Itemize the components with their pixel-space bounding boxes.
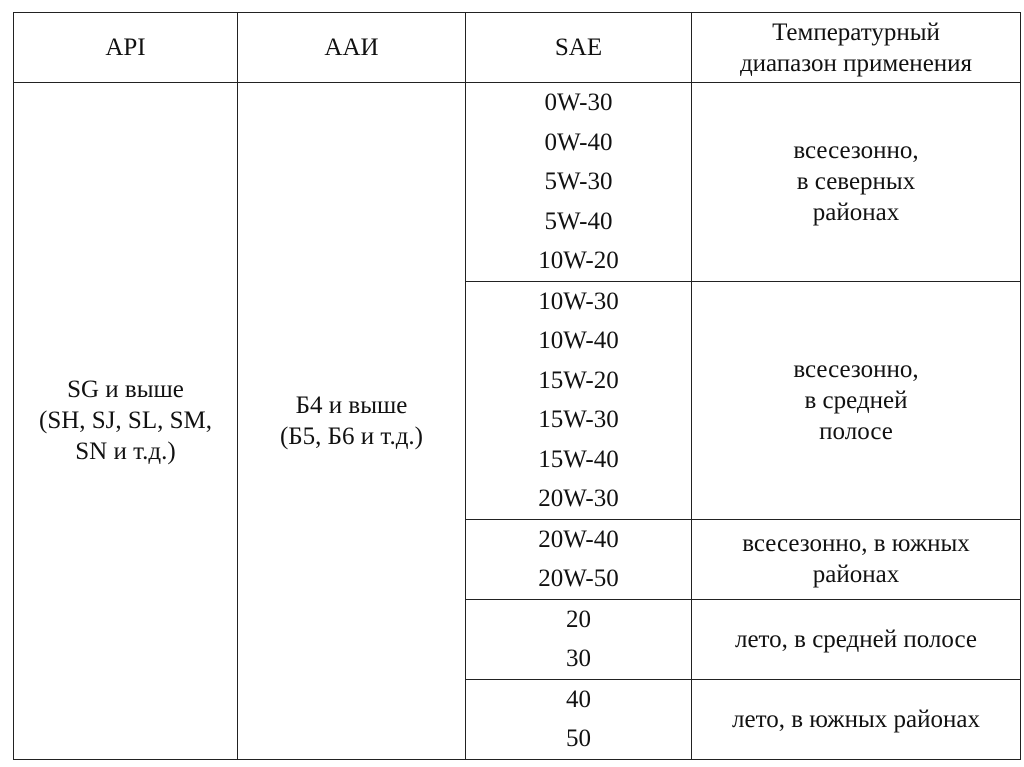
temp-range-cell-group-3 bbox=[692, 519, 1021, 599]
sae-grade: 20W-30 bbox=[538, 485, 619, 512]
header-temp-line2: диапазон применения bbox=[739, 49, 973, 77]
aai-class-line2: (Б5, Б6 и т.д.) bbox=[279, 422, 423, 450]
temp-range-line: полосе bbox=[819, 417, 893, 445]
api-class-line3: SN и т.д.) bbox=[75, 438, 176, 466]
api-class-line2: (SH, SJ, SL, SM, bbox=[39, 407, 212, 435]
header-aai: ААИ bbox=[238, 13, 466, 83]
temp-range-line: всесезонно, bbox=[793, 355, 919, 383]
sae-grade: 20W-50 bbox=[538, 565, 619, 592]
temp-range-line: в средней bbox=[804, 386, 908, 414]
aai-class-line1: Б4 и выше bbox=[295, 391, 408, 419]
sae-grade: 20W-40 bbox=[538, 525, 619, 553]
temp-range-cell-group-2 bbox=[692, 281, 1021, 519]
temp-range-line: всесезонно, bbox=[793, 137, 919, 165]
temp-range-cell-group-4 bbox=[692, 599, 1021, 679]
sae-grade: 5W-40 bbox=[544, 207, 613, 235]
oil-classification-table bbox=[13, 12, 1021, 760]
sae-cell-group-1 bbox=[466, 83, 692, 282]
sae-grade: 0W-40 bbox=[544, 128, 613, 156]
sae-grade: 10W-30 bbox=[538, 287, 619, 315]
sae-grade: 15W-30 bbox=[538, 406, 619, 433]
temp-range-cell-group-1 bbox=[692, 83, 1021, 282]
sae-grade: 50 bbox=[566, 725, 591, 752]
sae-cell-group-3 bbox=[466, 519, 692, 599]
sae-cell-group-2 bbox=[466, 281, 692, 519]
temp-range-line: всесезонно, в южных bbox=[742, 530, 970, 557]
temp-range-line: лето, в южных районах bbox=[732, 705, 980, 733]
header-temp-line1: Температурный bbox=[772, 18, 940, 46]
sae-grade: 30 bbox=[566, 645, 591, 672]
sae-grade: 40 bbox=[566, 685, 591, 713]
header-sae: SAE bbox=[466, 13, 692, 83]
sae-grade: 20 bbox=[566, 605, 591, 633]
temp-range-line: в северных bbox=[796, 168, 916, 196]
temp-range-line: районах bbox=[812, 199, 900, 227]
header-temperature-range bbox=[692, 13, 1021, 83]
temp-range-cell-group-5 bbox=[692, 679, 1021, 759]
sae-cell-group-5 bbox=[466, 679, 692, 759]
group-row-1 bbox=[14, 83, 1021, 282]
sae-grade: 15W-20 bbox=[538, 366, 619, 394]
api-class-cell bbox=[14, 83, 238, 760]
sae-grade: 0W-30 bbox=[544, 89, 613, 116]
aai-class-cell bbox=[238, 83, 466, 760]
header-row bbox=[14, 13, 1021, 83]
sae-grade: 15W-40 bbox=[538, 445, 619, 473]
sae-grade: 10W-40 bbox=[538, 327, 619, 354]
api-class-line1: SG и выше bbox=[67, 376, 184, 404]
temp-range-line: лето, в средней полосе bbox=[734, 625, 978, 653]
sae-cell-group-4 bbox=[466, 599, 692, 679]
temp-range-line: районах bbox=[812, 561, 900, 588]
header-api: API bbox=[14, 13, 238, 83]
sae-grade: 5W-30 bbox=[544, 168, 613, 195]
sae-grade: 10W-20 bbox=[538, 247, 619, 274]
